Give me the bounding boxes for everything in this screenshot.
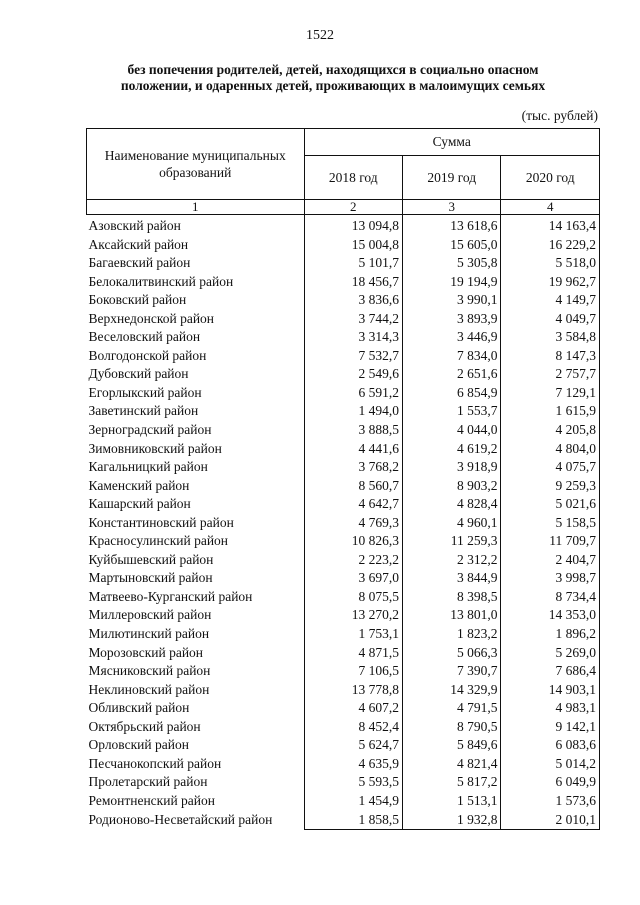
budget-table	[86, 128, 600, 830]
amount-2019: 1 513,1	[402, 792, 500, 811]
amount-2019: 19 194,9	[402, 273, 500, 292]
table-row	[87, 681, 600, 700]
column-number: 2	[304, 200, 402, 215]
table-row	[87, 402, 600, 421]
amount-2019: 14 329,9	[402, 681, 500, 700]
column-header-year-2019: 2019 год	[402, 156, 500, 200]
amount-2019: 2 651,6	[402, 365, 500, 384]
table-row	[87, 440, 600, 459]
table-row	[87, 662, 600, 681]
amount-2020: 7 686,4	[501, 662, 600, 681]
table-row	[87, 644, 600, 663]
amount-2019: 6 854,9	[402, 384, 500, 403]
column-number-row	[87, 200, 600, 215]
table-row	[87, 551, 600, 570]
amount-2018: 5 593,5	[304, 773, 402, 792]
municipality-name: Зимовниковский район	[88, 440, 222, 456]
amount-2020: 8 734,4	[501, 588, 600, 607]
municipality-name: Миллеровский район	[88, 607, 212, 623]
municipality-name: Ремонтненский район	[88, 792, 215, 808]
municipality-name: Кашарский район	[88, 496, 191, 512]
amount-2019: 8 903,2	[402, 477, 500, 496]
table-row	[87, 736, 600, 755]
amount-2018: 5 101,7	[304, 254, 402, 273]
amount-2019: 15 605,0	[402, 236, 500, 255]
amount-2019: 13 801,0	[402, 606, 500, 625]
municipality-name: Азовский район	[88, 218, 181, 233]
column-header-sum: Сумма	[304, 129, 600, 156]
amount-2019: 13 618,6	[402, 215, 500, 236]
municipality-name: Песчанокопский район	[88, 755, 222, 771]
municipality-name: Обливский район	[88, 700, 190, 716]
amount-2018: 13 270,2	[304, 606, 402, 625]
amount-2018: 1 753,1	[304, 625, 402, 644]
amount-2020: 4 049,7	[501, 310, 600, 329]
municipality-name: Белокалитвинский район	[88, 273, 234, 289]
amount-2019: 4 960,1	[402, 514, 500, 533]
amount-2018: 10 826,3	[304, 532, 402, 551]
amount-2020: 7 129,1	[501, 384, 600, 403]
table-row	[87, 532, 600, 551]
amount-2020: 3 998,7	[501, 569, 600, 588]
amount-2019: 5 305,8	[402, 254, 500, 273]
municipality-name: Зерноградский район	[88, 422, 212, 438]
table-row	[87, 215, 600, 236]
amount-2020: 1 896,2	[501, 625, 600, 644]
table-row	[87, 588, 600, 607]
table-row	[87, 254, 600, 273]
municipality-name: Боковский район	[88, 292, 187, 308]
amount-2018: 1 858,5	[304, 811, 402, 830]
column-header-year-2018: 2018 год	[304, 156, 402, 200]
municipality-name: Кагальницкий район	[88, 459, 208, 475]
table-row	[87, 273, 600, 292]
municipality-name: Красносулинский район	[88, 533, 229, 549]
amount-2018: 8 452,4	[304, 718, 402, 737]
amount-2018: 4 607,2	[304, 699, 402, 718]
amount-2019: 4 821,4	[402, 755, 500, 774]
municipality-name: Родионово-Несветайский район	[88, 811, 273, 827]
amount-2019: 4 619,2	[402, 440, 500, 459]
table-row	[87, 328, 600, 347]
amount-2019: 8 398,5	[402, 588, 500, 607]
amount-2018: 8 075,5	[304, 588, 402, 607]
table-row	[87, 384, 600, 403]
amount-2020: 4 804,0	[501, 440, 600, 459]
amount-2018: 3 888,5	[304, 421, 402, 440]
municipality-name: Веселовский район	[88, 329, 201, 345]
amount-2019: 1 932,8	[402, 811, 500, 830]
table-row	[87, 310, 600, 329]
amount-2020: 5 014,2	[501, 755, 600, 774]
amount-2018: 15 004,8	[304, 236, 402, 255]
amount-2019: 5 817,2	[402, 773, 500, 792]
heading-line-2: положении, и одаренных детей, проживающих в малоимущих семьях	[120, 78, 546, 93]
amount-2018: 3 314,3	[304, 328, 402, 347]
amount-2020: 19 962,7	[501, 273, 600, 292]
table-row	[87, 811, 600, 830]
column-number: 1	[87, 200, 305, 215]
municipality-name: Пролетарский район	[88, 774, 208, 790]
table-row	[87, 495, 600, 514]
municipality-name: Милютинский район	[88, 626, 210, 642]
amount-2019: 7 390,7	[402, 662, 500, 681]
municipality-name: Морозовский район	[88, 644, 204, 660]
amount-2019: 5 849,6	[402, 736, 500, 755]
page-number: 1522	[306, 28, 334, 43]
amount-2020: 1 573,6	[501, 792, 600, 811]
heading-line-1: без попечения родителей, детей, находящихся в социально опасном	[127, 62, 539, 77]
municipality-name: Аксайский район	[88, 236, 189, 252]
section-heading	[60, 62, 606, 94]
municipality-name: Матвеево-Курганский район	[88, 588, 253, 604]
amount-2018: 2 223,2	[304, 551, 402, 570]
municipality-name: Волгодонской район	[88, 347, 207, 363]
amount-2019: 2 312,2	[402, 551, 500, 570]
column-header-name: Наименование муниципальных образований	[87, 129, 305, 200]
amount-2019: 4 828,4	[402, 495, 500, 514]
amount-2019: 5 066,3	[402, 644, 500, 663]
amount-2020: 14 353,0	[501, 606, 600, 625]
amount-2019: 1 553,7	[402, 402, 500, 421]
amount-2020: 8 147,3	[501, 347, 600, 366]
amount-2020: 1 615,9	[501, 402, 600, 421]
table-row	[87, 773, 600, 792]
table-row	[87, 625, 600, 644]
amount-2018: 4 441,6	[304, 440, 402, 459]
amount-2018: 18 456,7	[304, 273, 402, 292]
amount-2018: 2 549,6	[304, 365, 402, 384]
municipality-name: Неклиновский район	[88, 681, 210, 697]
amount-2019: 8 790,5	[402, 718, 500, 737]
table-row	[87, 421, 600, 440]
amount-2018: 6 591,2	[304, 384, 402, 403]
amount-2019: 3 893,9	[402, 310, 500, 329]
amount-2020: 4 983,1	[501, 699, 600, 718]
column-number: 3	[402, 200, 500, 215]
amount-2018: 3 744,2	[304, 310, 402, 329]
amount-2020: 4 075,7	[501, 458, 600, 477]
table-row	[87, 755, 600, 774]
amount-2019: 4 791,5	[402, 699, 500, 718]
amount-2020: 5 518,0	[501, 254, 600, 273]
amount-2020: 16 229,2	[501, 236, 600, 255]
amount-2020: 6 083,6	[501, 736, 600, 755]
municipality-name: Дубовский район	[88, 366, 189, 382]
municipality-name: Каменский район	[88, 477, 190, 493]
amount-2020: 4 205,8	[501, 421, 600, 440]
amount-2020: 5 158,5	[501, 514, 600, 533]
table-row	[87, 236, 600, 255]
amount-2019: 3 918,9	[402, 458, 500, 477]
amount-2018: 3 697,0	[304, 569, 402, 588]
municipality-name: Егорлыкский район	[88, 384, 202, 400]
amount-2019: 7 834,0	[402, 347, 500, 366]
amount-2018: 8 560,7	[304, 477, 402, 496]
table-row	[87, 291, 600, 310]
amount-2018: 4 635,9	[304, 755, 402, 774]
table-row	[87, 718, 600, 737]
amount-2020: 14 903,1	[501, 681, 600, 700]
amount-2018: 3 768,2	[304, 458, 402, 477]
amount-2018: 13 094,8	[304, 215, 402, 236]
table-row	[87, 569, 600, 588]
table-row	[87, 606, 600, 625]
amount-2018: 4 769,3	[304, 514, 402, 533]
amount-2018: 13 778,8	[304, 681, 402, 700]
amount-2020: 4 149,7	[501, 291, 600, 310]
amount-2019: 3 446,9	[402, 328, 500, 347]
municipality-name: Куйбышевский район	[88, 551, 214, 567]
municipality-name: Орловский район	[88, 737, 189, 753]
amount-2018: 4 642,7	[304, 495, 402, 514]
amount-2018: 4 871,5	[304, 644, 402, 663]
amount-2019: 3 844,9	[402, 569, 500, 588]
column-number: 4	[501, 200, 600, 215]
amount-2018: 7 532,7	[304, 347, 402, 366]
amount-2020: 2 757,7	[501, 365, 600, 384]
amount-2020: 9 142,1	[501, 718, 600, 737]
amount-2018: 1 494,0	[304, 402, 402, 421]
amount-2020: 9 259,3	[501, 477, 600, 496]
column-header-year-2020: 2020 год	[501, 156, 600, 200]
table-row	[87, 365, 600, 384]
table-row	[87, 347, 600, 366]
table-row	[87, 477, 600, 496]
amount-2020: 3 584,8	[501, 328, 600, 347]
table-row	[87, 699, 600, 718]
table-row	[87, 792, 600, 811]
amount-2018: 3 836,6	[304, 291, 402, 310]
table-body	[87, 215, 600, 830]
municipality-name: Октябрьский район	[88, 718, 201, 734]
municipality-name: Верхнедонской район	[88, 310, 215, 326]
units-note: (тыс. рублей)	[521, 108, 598, 123]
municipality-name: Багаевский район	[88, 255, 191, 271]
amount-2020: 11 709,7	[501, 532, 600, 551]
amount-2020: 5 021,6	[501, 495, 600, 514]
amount-2019: 4 044,0	[402, 421, 500, 440]
amount-2018: 5 624,7	[304, 736, 402, 755]
amount-2020: 14 163,4	[501, 215, 600, 236]
amount-2018: 1 454,9	[304, 792, 402, 811]
table-row	[87, 514, 600, 533]
amount-2019: 3 990,1	[402, 291, 500, 310]
table-row	[87, 458, 600, 477]
amount-2020: 2 010,1	[501, 811, 600, 830]
amount-2019: 11 259,3	[402, 532, 500, 551]
amount-2020: 6 049,9	[501, 773, 600, 792]
amount-2019: 1 823,2	[402, 625, 500, 644]
municipality-name: Константиновский район	[88, 514, 234, 530]
municipality-name: Мясниковский район	[88, 663, 211, 679]
municipality-name: Мартыновский район	[88, 570, 213, 586]
municipality-name: Заветинский район	[88, 403, 199, 419]
amount-2018: 7 106,5	[304, 662, 402, 681]
amount-2020: 5 269,0	[501, 644, 600, 663]
amount-2020: 2 404,7	[501, 551, 600, 570]
